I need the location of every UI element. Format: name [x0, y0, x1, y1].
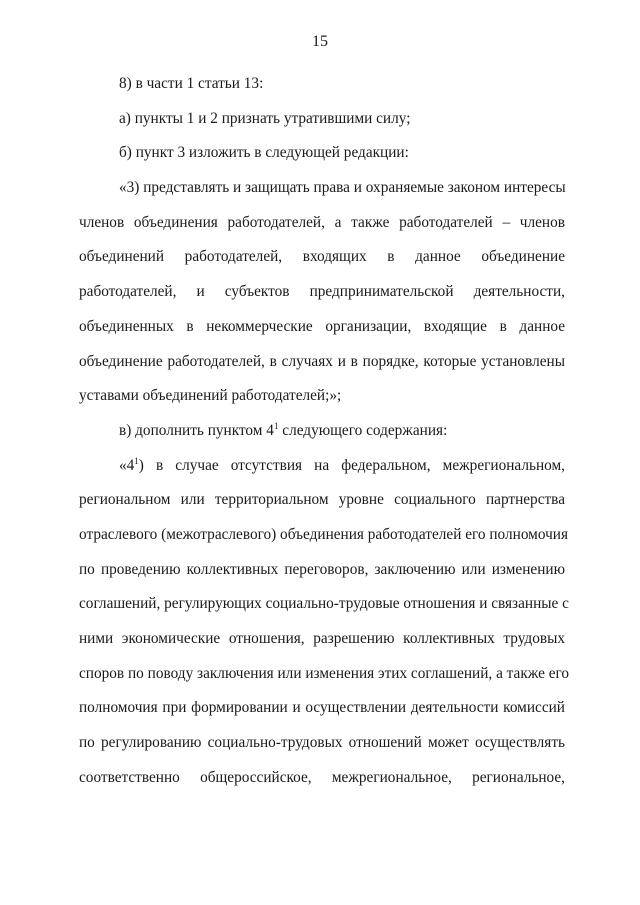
- text-line-12: [79, 449, 565, 484]
- text-line-10: уставами объединений работодателей;»;: [79, 387, 342, 405]
- text-line-20: по регулированию социально-трудовых отношений может осуществлять: [79, 734, 565, 752]
- text-line-8: объединенных в некоммерческие организации, входящие в данное: [79, 317, 565, 335]
- page-number: 15: [312, 33, 328, 50]
- text-line-13: региональном или территориальном уровне социального партнерства: [79, 491, 565, 509]
- text-line-9: объединение работодателей, в случаях и в порядке, которые установлены: [79, 352, 565, 370]
- text-line-14: отраслевого (межотраслевого) объединения работодателей его полномочия: [79, 525, 569, 543]
- text-line-3: б) пункт 3 изложить в следующей редакции:: [119, 144, 409, 162]
- document-body: [79, 67, 570, 795]
- text-line-18: споров по поводу заключения или изменения этих соглашений, а также его: [79, 664, 570, 682]
- text-line-16: соглашений, регулирующих социально-трудовые отношения и связанные с: [79, 595, 569, 613]
- text-line-11: [79, 414, 565, 449]
- text-line-17: ними экономические отношения, разрешению коллективных трудовых: [79, 630, 565, 647]
- text-line-12-after: ) в случае отсутствия на федеральном, межрегиональном,: [138, 456, 565, 474]
- text-line-5: членов объединения работодателей, а также работодателей – членов: [79, 213, 565, 231]
- superscript-one: 1: [134, 455, 139, 466]
- text-line-4: «3) представлять и защищать права и охраняемые законом интересы: [119, 179, 566, 197]
- text-line-7: работодателей, и субъектов предпринимательской деятельности,: [79, 283, 565, 301]
- text-line-1: 8) в части 1 статьи 13:: [119, 75, 264, 92]
- text-line-21: соответственно общероссийское, межрегиональное, региональное,: [79, 768, 565, 786]
- text-line-2: а) пункты 1 и 2 признать утратившими силу;: [119, 109, 411, 127]
- text-line-15: по проведению коллективных переговоров, заключению или изменению: [79, 560, 565, 578]
- text-line-11-after: следующего содержания:: [278, 421, 448, 439]
- text-line-12-before: «4: [119, 456, 135, 474]
- text-line-19: полномочия при формировании и осуществлении деятельности комиссий: [79, 699, 565, 717]
- text-line-6: объединений работодателей, входящих в данное объединение: [79, 248, 565, 266]
- text-line-11-before: в) дополнить пунктом 4: [119, 421, 274, 439]
- superscript-one: 1: [273, 420, 279, 431]
